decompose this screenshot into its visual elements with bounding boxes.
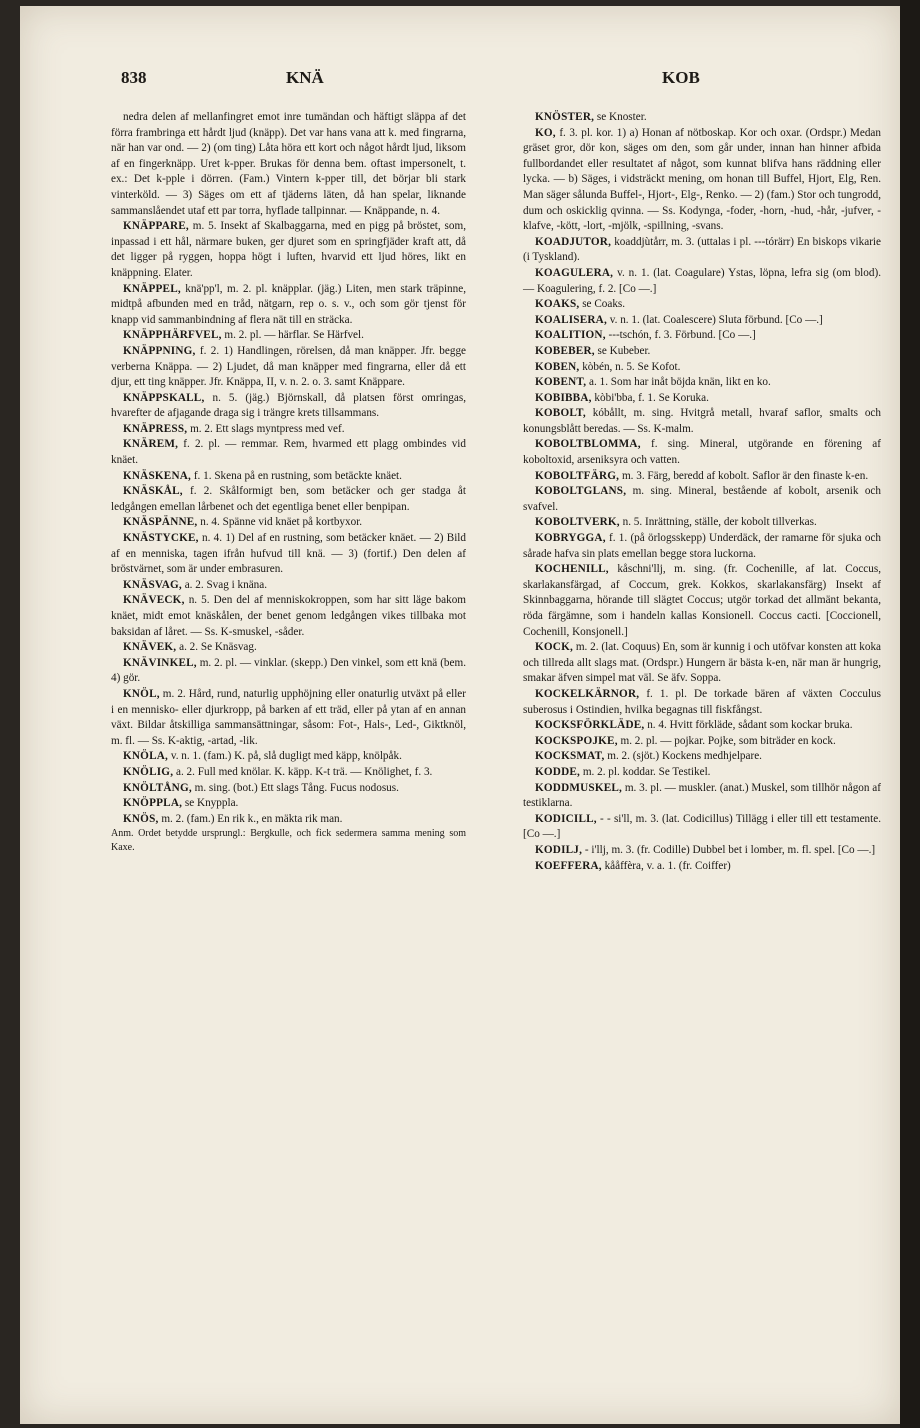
entry-definition: f. 2. pl. — remmar. Rem, hvarmed ett plagg ombindes vid knäet. [111, 438, 467, 467]
entry-definition: se Knyppla. [184, 797, 239, 810]
dictionary-entry [523, 781, 881, 812]
entry-headword: KNÖPPLA, [123, 797, 183, 810]
guide-word-left: KNÄ [286, 68, 324, 87]
entry-definition: n. 5. Inrättning, ställe, der kobolt tillverkas. [622, 516, 817, 529]
dictionary-entry [523, 531, 881, 562]
entry-headword: KOBRYGGA, [535, 532, 606, 545]
book-spine-edge [900, 0, 920, 1428]
entry-definition: se Knoster. [596, 111, 647, 123]
dictionary-entry [111, 484, 466, 515]
entry-headword: KOCK, [535, 641, 573, 654]
entry-headword: KOCKSFÖRKLÄDE, [535, 719, 645, 732]
guide-word-right: KOB [662, 68, 700, 87]
entry-headword: KNÄSKÅL, [123, 485, 183, 498]
dictionary-entry [523, 749, 881, 765]
entry-headword: KOCHENILL, [535, 563, 609, 576]
dictionary-entry [523, 562, 881, 640]
entry-definition: a. 2. Svag i knäna. [184, 578, 268, 591]
entry-headword: KNÄPRESS, [123, 422, 188, 435]
entry-definition: v. n. 1. (lat. Coalescere) Sluta förbund. [Co —.] [609, 313, 823, 326]
entry-headword: KODDMUSKEL, [535, 781, 623, 794]
page-header [20, 64, 900, 92]
entry-headword: KOBOLTVERK, [535, 516, 620, 529]
entry-headword: KODDE, [535, 765, 581, 778]
entry-definition: f. sing. Mineral, utgörande en förening af koboltoxid, arseniksyra och vatten. [523, 438, 881, 467]
entry-headword: KOBOLTFÄRG, [535, 469, 620, 482]
dictionary-entry [523, 437, 881, 468]
entry-headword: KOBOLTBLOMMA, [535, 438, 641, 451]
entry-headword: KOBEN, [535, 360, 580, 373]
entry-definition: kòbi'bba, f. 1. Se Koruka. [594, 391, 709, 404]
entry-definition: kååffèra, v. a. 1. (fr. Coiffer) [604, 859, 731, 872]
entry-definition: a. 2. Full med knölar. K. käpp. K-t trä. — Knölighet, f. 3. [176, 765, 433, 778]
dictionary-entry [523, 640, 881, 687]
dictionary-entry [523, 406, 881, 437]
page-number: 838 [121, 68, 147, 87]
dictionary-entry [523, 266, 881, 297]
dictionary-page [20, 6, 900, 1424]
dictionary-entry [523, 515, 881, 531]
entry-definition: - i'llj, m. 3. (fr. Codille) Dubbel bet i lomber, m. fl. spel. [Co —.] [584, 843, 876, 856]
entry-headword: KOCKELKÄRNOR, [535, 687, 640, 700]
entry-definition: n. 5. Den del af menniskokroppen, som har sitt läge bakom knäet, midt emot knäskålen, der benet genom ledgången vikes tillbaka mot baksidan af låret. — Ss. K-smuskel, -såder. [111, 594, 467, 638]
dictionary-entry [523, 484, 881, 515]
dictionary-entry [523, 328, 881, 344]
entry-headword: KNÖSTER, [535, 111, 595, 123]
entry-definition: f. 1. Skena på en rustning, som betäckte knäet. [193, 469, 402, 482]
entry-definition: - - si'll, m. 3. (lat. Codicillus) Tillägg i eller till ett testamente. [Co —.] [523, 812, 882, 841]
entry-definition: m. 2. (fam.) En rik k., en mäkta rik man. [161, 812, 343, 825]
entry-definition: kóbållt, m. sing. Hvitgrå metall, hvaraf saflor, smalts och konungsblått beredas. — Ss. K-malm. [523, 407, 881, 435]
entry-headword: KNÄPPHÄRFVEL, [123, 329, 222, 342]
dictionary-entry [111, 219, 466, 281]
entry-definition: nedra delen af mellanfingret emot inre tumändan och häftigt släppa af det förra frambringa ett hårdt ljud (knäpp). Det var hans vana att k. med fingrarna, när han var ond. — 2) (om ting) Låta höra ett kort och något hårdt ljud, liksom af en fingerknäpp. Uret k-pper. Brukas för denna bem. oftast impersonelt, t. ex.: Det k-pple i dörren. (Fam.) Vintern k-pper till, det börjar bli stark vinterköld. — 3) Säges om ett af tjäderns läten, då han spelar, liknande sammanslåendet utaf ett par torra, hyflade tallpinnar. — Knäppande, n. 4. [111, 111, 466, 217]
right-column [523, 110, 881, 874]
entry-headword: KODICILL, [535, 812, 597, 825]
entry-headword: KOCKSPOJKE, [535, 734, 618, 747]
dictionary-entry [111, 827, 466, 854]
entry-definition: knä'pp'l, m. 2. pl. knäpplar. (jäg.) Liten, men stark träpinne, midtpå afbunden med en tråd, nätgarn, rep o. s. v., och som gör tjenst för knapp vid sammanbindning af flera nät till en sträcka. [111, 282, 466, 326]
dictionary-entry [111, 656, 466, 687]
dictionary-entry [523, 812, 881, 843]
entry-definition: m. 2. Ett slags myntpress med vef. [190, 422, 345, 435]
entry-definition: v. n. 1. (lat. Coagulare) Ystas, löpna, lefra sig (om blod). — Koagulering, f. 2. [Co —.] [523, 266, 881, 295]
dictionary-entry [523, 360, 881, 376]
dictionary-entry [111, 515, 466, 531]
entry-definition: n. 4. Hvitt förkläde, sådant som kockar bruka. [647, 719, 853, 732]
entry-headword: KNÄREM, [123, 438, 179, 451]
dictionary-entry [111, 328, 466, 344]
entry-headword: KO, [535, 126, 556, 139]
entry-headword: KODILJ, [535, 843, 583, 856]
dictionary-entry [111, 796, 466, 812]
entry-headword: KNÄVECK, [123, 594, 185, 607]
entry-definition: m. 2. pl. koddar. Se Testikel. [582, 765, 711, 778]
entry-definition: m. 2. pl. — pojkar. Pojke, som biträder en kock. [620, 734, 836, 747]
dictionary-entry [111, 640, 466, 656]
entry-definition: f. 2. 1) Handlingen, rörelsen, då man knäpper. Jfr. begge verberna Knäppa. — 2) Ljudet, då man knäpper med fingrarna, eller då ett djur, ett ting knäpper. Jfr. Knäppa, II, v. n. 2. o. 3. samt Knäppare. [111, 344, 467, 389]
dictionary-entry [111, 578, 466, 594]
entry-headword: KNÄVINKEL, [123, 656, 197, 669]
entry-headword: KOCKSMAT, [535, 750, 605, 763]
entry-headword: KNÖLIG, [123, 765, 174, 778]
entry-headword: KOBOLT, [535, 407, 586, 420]
entry-headword: KNÄSPÄNNE, [123, 516, 198, 529]
entry-headword: KOALISERA, [535, 313, 607, 326]
entry-headword: KNÖL, [123, 687, 160, 700]
dictionary-entry [523, 313, 881, 329]
dictionary-entry [111, 422, 466, 438]
entry-definition: v. n. 1. (fam.) K. på, slå dugligt med käpp, knölpåk. [170, 750, 402, 763]
entry-headword: KOBENT, [535, 376, 587, 389]
dictionary-entry [111, 469, 466, 485]
dictionary-entry [523, 734, 881, 750]
dictionary-entry [523, 765, 881, 781]
entry-definition: f. 1. (på örlogsskepp) Underdäck, der ramarne för sjuka och sårade hafva sin plats emellan begge stora luckorna. [523, 532, 882, 560]
dictionary-entry [523, 718, 881, 734]
entry-definition: kòbén, n. 5. Se Kofot. [582, 360, 681, 373]
dictionary-entry [523, 297, 881, 313]
dictionary-entry [111, 437, 466, 468]
entry-definition: n. 5. (jäg.) Björnskall, då platsen först omringas, hvarefter de afjagande draga sig i trängre krets tillsammans. [111, 391, 466, 420]
entry-headword: KOAKS, [535, 298, 580, 311]
dictionary-entry [111, 687, 466, 749]
dictionary-entry [523, 126, 881, 235]
dictionary-entry [523, 687, 881, 718]
entry-definition: f. 3. pl. kor. 1) a) Honan af nötboskap. Kor och oxar. (Ordspr.) Medan gräset gror, dör kon, säges om den, som går under, innan han hinner afbida fullbordandet eller resultatet af något, som kunnat blifva hans räddning eller lycka. — b) Säges, i vidsträckt mening, om honan till Buffel, Hjort, Elg, Ren. Man säger sålunda Buffel-, Hjort-, Elg-, Renko. — 2) (fam.) Stor och tungrodd, dum och oskicklig qvinna. — Ss. Kodynga, -foder, -horn, -hud, -hår, -jufver, -klafve, -kött, -lort, -mjölk, -spillning, -svans. [523, 126, 881, 233]
entry-headword: KNÖS, [123, 812, 159, 825]
entry-headword: KNÄPPEL, [123, 282, 181, 295]
entry-definition: koaddjùtårr, m. 3. (uttalas i pl. ---tórärr) En biskops vikarie (i Tyskland). [523, 235, 881, 264]
dictionary-entry [523, 110, 881, 126]
dictionary-entry [111, 282, 466, 329]
entry-headword: KNÄSTYCKE, [123, 532, 199, 545]
entry-headword: KNÖLA, [123, 750, 169, 763]
entry-definition: m. 3. Färg, beredd af kobolt. Saflor är den finaste k-en. [621, 469, 869, 482]
dictionary-entry [523, 391, 881, 407]
entry-headword: KOALITION, [535, 329, 606, 342]
entry-definition: se Coaks. [582, 298, 626, 311]
entry-definition: f. 1. pl. De torkade bären af växten Cocculus suberosus i Ostindien, hvilka begagnas till fiskfångst. [523, 687, 882, 716]
entry-definition: se Kubeber. [597, 344, 651, 357]
entry-definition: n. 4. 1) Del af en rustning, som betäcker knäet. — 2) Bild af en menniska, tagen ifrån hufvud till knä. — 3) (fortif.) Den delen af bröstvärnet, som är under embrasuren. [111, 532, 466, 576]
dictionary-entry [523, 469, 881, 485]
entry-headword: KNÄSKENA, [123, 469, 192, 482]
entry-headword: KOBIBBA, [535, 391, 592, 404]
entry-definition: Anm. Ordet betydde ursprungl.: Bergkulle, och fick sedermera samma mening som Kaxe. [111, 828, 466, 853]
entry-definition: m. 2. pl. — vinklar. (skepp.) Den vinkel, som ett knä (bem. 4) gör. [111, 656, 466, 685]
entry-definition: f. 2. Skålformigt ben, som betäcker och ger stadga åt ledgången emellan lårbenet och det egentliga benet eller benpipan. [111, 485, 466, 513]
dictionary-entry [111, 391, 466, 422]
entry-definition: m. 5. Insekt af Skalbaggarna, med en pigg på bröstet, som, inpassad i ett hål, närmare buken, ger djuret som en springfjäder kraft att, då det ligger på ryggen, hoppa högt i luften, hvarvid ett ljud höres, likt en knäppning. Elater. [111, 220, 466, 279]
dictionary-entry [111, 531, 466, 578]
entry-definition: n. 4. Spänne vid knäet på kortbyxor. [200, 516, 363, 529]
entry-definition: m. sing. (bot.) Ett slags Tång. Fucus nodosus. [194, 781, 399, 794]
dictionary-entry [111, 765, 466, 781]
dictionary-entry [523, 235, 881, 266]
entry-headword: KOADJUTOR, [535, 235, 612, 248]
entry-headword: KNÄPPARE, [123, 220, 189, 233]
dictionary-entry [111, 812, 466, 828]
entry-headword: KOAGULERA, [535, 266, 614, 279]
dictionary-entry [111, 781, 466, 797]
dictionary-entry [111, 110, 466, 219]
entry-definition: ---tschón, f. 3. Förbund. [Co —.] [608, 329, 756, 342]
entry-definition: m. 2. (lat. Coquus) En, som är kunnig i och utöfvar konsten att koka och tillreda allt slags mat. (Ordspr.) Hungern är bästa k-en, när man är hungrig, smakar äfven simpel mat väl. Se äfv. Soppa. [523, 641, 881, 685]
entry-definition: m. sing. Mineral, bestående af kobolt, arsenik och svafvel. [523, 485, 881, 513]
entry-headword: KNÄPPNING, [123, 344, 196, 357]
dictionary-entry [523, 859, 881, 875]
entry-headword: KOBEBER, [535, 344, 595, 357]
entry-headword: KNÄPPSKALL, [123, 391, 205, 404]
entry-definition: m. 2. Hård, rund, naturlig upphöjning eller onaturlig utväxt på eller i en menniskо- eller djurkropp, på barken af ett träd, eller på ytan af en annan växt. Bildar åtskilliga sammansättningar, såsom: Fot-, Hals-, Led-, Giktknöl, m. fl. — Ss. K-aktig, -artad, -lik. [111, 687, 467, 747]
dictionary-entry [523, 344, 881, 360]
entry-definition: m. 3. pl. — muskler. (anat.) Muskel, som tillhör någon af testiklarna. [523, 781, 881, 810]
entry-definition: kåschni'llj, m. sing. (fr. Cochenille, af lat. Coccus, skarlakansfärgad, af Coccum, grek. Kokkos, skarlakansfärg) Insekt af Skinnbaggarna, hörande till slägtet Coccus; utgör torkad det allmänt bekanta, röda färgämne, som i handeln kallas Konsionell. Coccus cacti. [Cocciоnell, Cochenill, Konsjonell.] [523, 563, 882, 638]
left-column [111, 110, 466, 854]
dictionary-entry [111, 749, 466, 765]
dictionary-entry [111, 344, 466, 391]
entry-definition: a. 2. Se Knäsvag. [179, 641, 257, 654]
entry-headword: KNÖLTÅNG, [123, 781, 192, 794]
dictionary-entry [111, 593, 466, 640]
entry-definition: m. 2. (sjöt.) Kockens medhjelpare. [607, 750, 762, 763]
entry-headword: KNÄSVAG, [123, 578, 182, 591]
entry-headword: KOEFFERA, [535, 859, 602, 872]
dictionary-entry [523, 843, 881, 859]
entry-definition: m. 2. pl. — härflar. Se Härfvel. [224, 329, 364, 342]
entry-definition: a. 1. Som har inåt böjda knän, likt en ko. [589, 376, 771, 389]
entry-headword: KNÄVEK, [123, 641, 177, 654]
dictionary-entry [523, 375, 881, 391]
entry-headword: KOBOLTGLANS, [535, 485, 627, 498]
